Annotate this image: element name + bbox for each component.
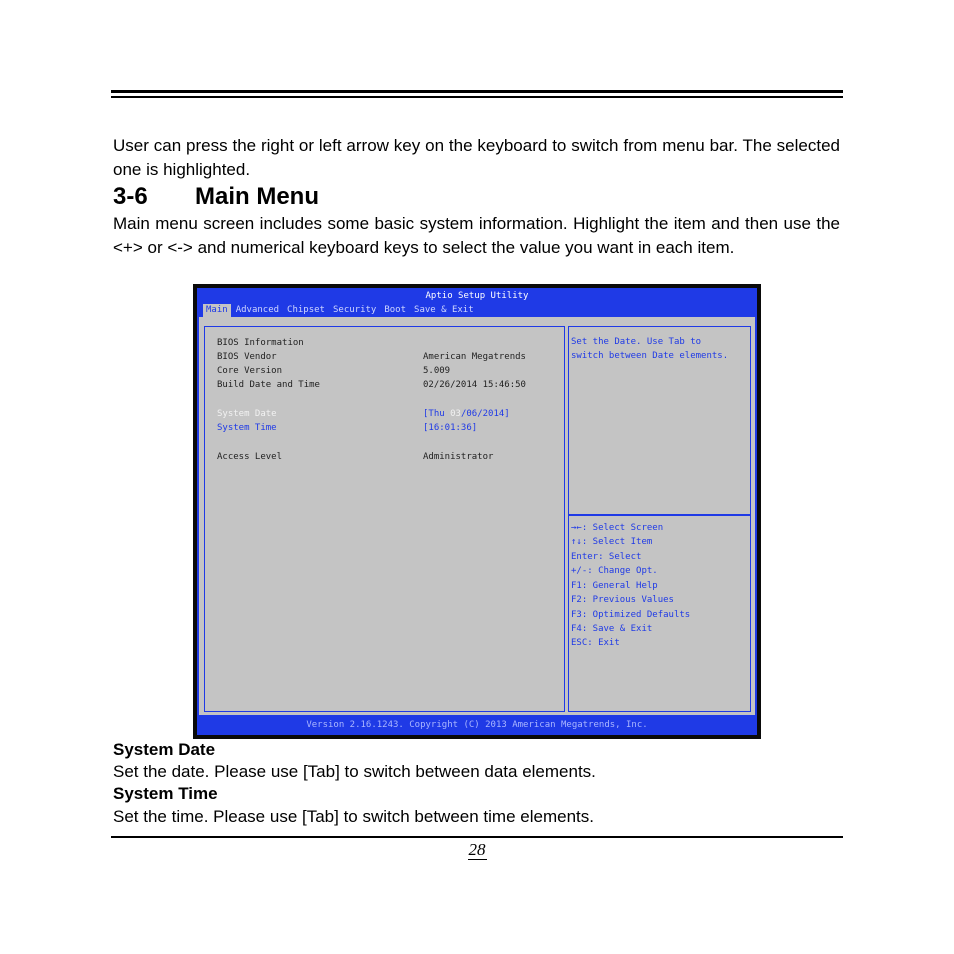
section-title: Main Menu: [195, 183, 319, 210]
key-help-line: ESC: Exit: [571, 638, 620, 648]
help-panel-divider: [569, 514, 750, 516]
system-date-description: Set the date. Please use [Tab] to switch between data elements.: [113, 762, 596, 781]
build-date-label: Build Date and Time: [217, 380, 320, 390]
system-time-label[interactable]: System Time: [217, 423, 277, 433]
system-date-selected-field[interactable]: 03: [450, 409, 461, 419]
bios-footer: Version 2.16.1243. Copyright (C) 2013 American Megatrends, Inc.: [306, 720, 648, 730]
bios-tab-save-exit[interactable]: Save & Exit: [414, 305, 474, 315]
system-date-prefix: [Thu: [423, 409, 451, 419]
section-number: 3-6: [113, 183, 148, 210]
system-date-value[interactable]: [423, 408, 510, 420]
bios-tab-boot[interactable]: Boot: [384, 305, 407, 315]
help-text-line: switch between Date elements.: [571, 351, 729, 361]
bios-title: Aptio Setup Utility: [425, 291, 529, 301]
access-level-value: Administrator: [423, 452, 494, 462]
system-time-heading: System Time: [113, 784, 218, 803]
system-time-value[interactable]: [16:01:36]: [423, 423, 478, 433]
bios-vendor-value: American Megatrends: [423, 352, 526, 362]
help-text-line: Set the Date. Use Tab to: [571, 337, 702, 347]
key-help-line: ↑↓: Select Item: [571, 537, 653, 547]
bios-body: [199, 317, 755, 715]
key-help-line: F2: Previous Values: [571, 595, 674, 605]
bios-tab-advanced[interactable]: Advanced: [235, 305, 280, 315]
footer-rule: [111, 836, 843, 838]
description-paragraph: Main menu screen includes some basic system information. Highlight the item and then use the <+> or <-> and numerical keyboard keys to select the value you want in each item.: [113, 214, 840, 257]
bios-info-heading: BIOS Information: [217, 338, 304, 348]
bios-main-panel: [204, 326, 565, 712]
bios-tab-chipset[interactable]: Chipset: [287, 305, 325, 315]
system-date-suffix: /06/2014]: [460, 409, 510, 419]
bios-vendor-label: BIOS Vendor: [217, 352, 277, 362]
system-date-heading: System Date: [113, 740, 216, 759]
core-version-value: 5.009: [423, 366, 451, 376]
header-rule-thick: [111, 90, 843, 93]
access-level-label: Access Level: [217, 452, 283, 462]
bios-menu-bar: [203, 304, 479, 317]
system-time-description: Set the time. Please use [Tab] to switch between time elements.: [113, 807, 594, 826]
key-help-line: +/-: Change Opt.: [571, 566, 658, 576]
key-help-line: Enter: Select: [571, 552, 642, 562]
build-date-value: 02/26/2014 15:46:50: [423, 380, 526, 390]
system-date-label[interactable]: System Date: [217, 409, 277, 419]
bios-screenshot: [193, 284, 761, 739]
core-version-label: Core Version: [217, 366, 283, 376]
bios-help-panel: [568, 326, 751, 712]
bios-tab-security[interactable]: Security: [332, 305, 377, 315]
key-help-line: F1: General Help: [571, 581, 658, 591]
intro-paragraph: User can press the right or left arrow key on the keyboard to switch from menu bar. The selected one is highlighted.: [113, 136, 840, 179]
key-help-line: →←: Select Screen: [571, 523, 664, 533]
header-rule-thin: [111, 96, 843, 98]
key-help-line: F3: Optimized Defaults: [571, 610, 691, 620]
page-number-text: 28: [468, 840, 486, 859]
key-help-line: F4: Save & Exit: [571, 624, 653, 634]
bios-screen: [197, 288, 757, 735]
page-number: [0, 839, 954, 861]
bios-tab-main[interactable]: Main: [203, 304, 231, 317]
section-heading: [113, 182, 319, 212]
